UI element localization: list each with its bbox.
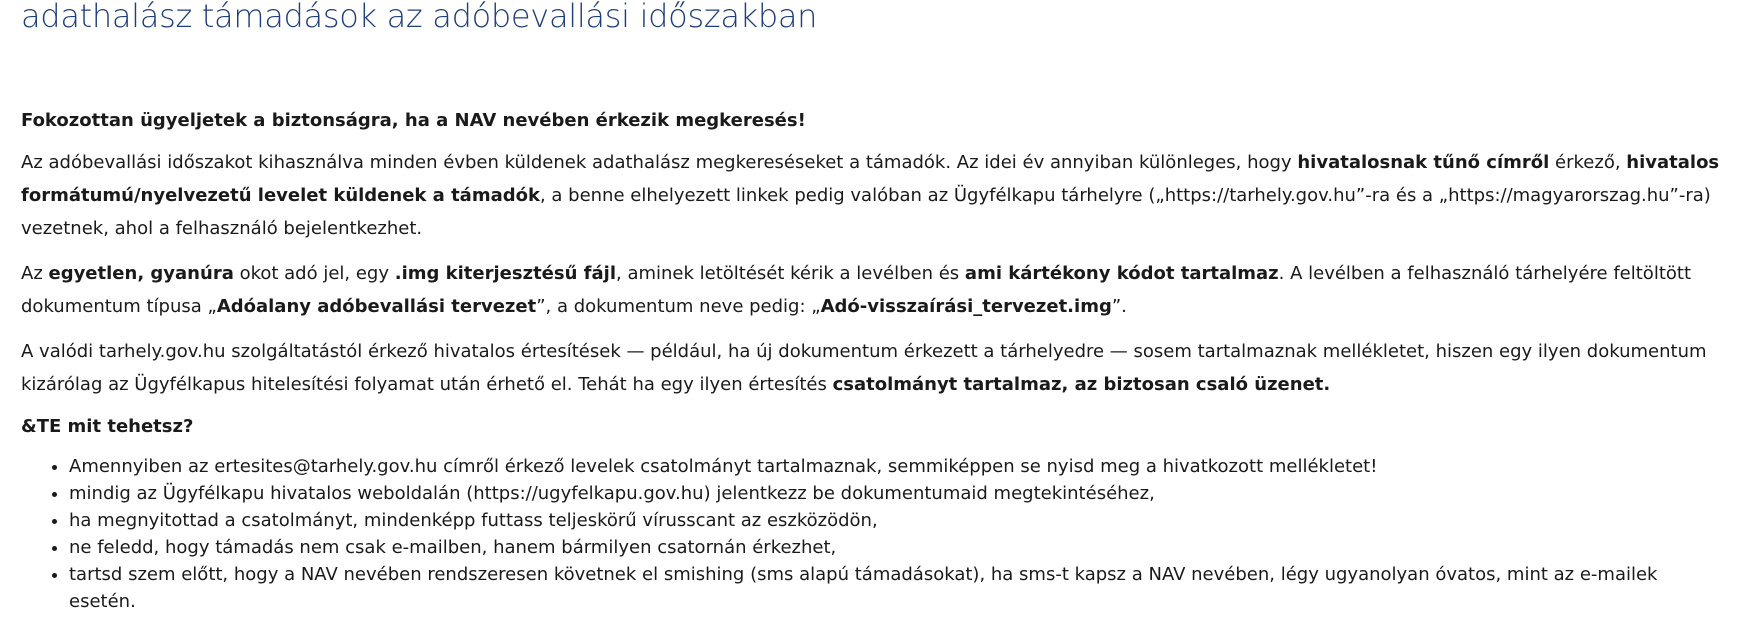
text-run: Az bbox=[21, 263, 49, 284]
list-item: • ne feledd, hogy támadás nem csak e-mailben, hanem bármilyen csatornán érkezhet, bbox=[69, 534, 1721, 561]
list-item: • Amennyiben az ertesites@tarhely.gov.hu címről érkező levelek csatolmányt tartalmaznak, semmiképpen se nyisd meg a hivatkozott mellékletet! bbox=[69, 453, 1721, 480]
text-run: okot adó jel, egy bbox=[233, 263, 395, 284]
paragraph-intro bbox=[21, 146, 1721, 245]
emphasis-only-sign: egyetlen, gyanúra bbox=[48, 263, 234, 284]
text-run: . A levélben a felhasználó tárhelyére feltöltött dokumentum típusa „ bbox=[21, 263, 1692, 317]
lead-paragraph: Fokozottan ügyeljetek a biztonságra, ha a NAV nevében érkezik megkeresés! bbox=[21, 110, 806, 131]
emphasis-document-name: Adó-visszaírási_tervezet.img bbox=[820, 296, 1112, 317]
emphasis-fraud-message: csatolmányt tartalmaz, az biztosan csaló üzenet. bbox=[832, 374, 1331, 395]
section-heading: &TE mit tehetsz? bbox=[21, 416, 194, 437]
text-run: ”, a dokumentum neve pedig: „ bbox=[536, 296, 821, 317]
paragraph-warning-sign bbox=[21, 257, 1721, 323]
list-item: • mindig az Ügyfélkapu hivatalos weboldalán (https://ugyfelkapu.gov.hu) jelentkezz be dokumentumaid megtekintéséhez, bbox=[69, 480, 1721, 507]
emphasis-malicious-code: ami kártékony kódot tartalmaz bbox=[964, 263, 1279, 284]
article-body bbox=[21, 107, 1721, 615]
tips-list bbox=[21, 453, 1721, 615]
list-item: • ha megnyitottad a csatolmányt, mindenképp futtass teljeskörű vírusscant az eszközödön, bbox=[69, 507, 1721, 534]
text-run: , aminek letöltését kérik a levélben és bbox=[616, 263, 965, 284]
emphasis-official-format: hivatalos formátumú/nyelvezetű levelet küldenek a támadók bbox=[21, 152, 1720, 206]
emphasis-official-address: hivatalosnak tűnő címről bbox=[1297, 152, 1550, 173]
emphasis-document-type: Adóalany adóbevallási tervezet bbox=[216, 296, 537, 317]
page-title: adathalász támadások az adóbevallási időszakban bbox=[21, 0, 818, 35]
text-run: A valódi tarhely.gov.hu szolgáltatástól érkező hivatalos értesítések — például, ha új dokumentum érkezett a tárhelyedre — sosem tartalmaznak mellékletet, hiszen egy ilyen dokumentum kizárólag az Ügyfélkapus hitelesítési folyamat után érhető el. Tehát ha egy ilyen értesítés bbox=[21, 341, 1707, 395]
paragraph-real-notifications bbox=[21, 335, 1721, 401]
text-run: Az adóbevallási időszakot kihasználva minden évben küldenek adathalász megkereséseket a támadók. Az idei év annyiban különleges, hogy bbox=[21, 152, 1298, 173]
text-run: érkező, bbox=[1549, 152, 1627, 173]
list-item: • tartsd szem előtt, hogy a NAV nevében rendszeresen követnek el smishing (sms alapú támadásokat), ha sms-t kapsz a NAV nevében, légy ugyanolyan óvatos, mint az e-mailek esetén. bbox=[69, 561, 1721, 615]
text-run: , a benne elhelyezett linkek pedig valóban az Ügyfélkapu tárhelyre („https://tarhely.gov.hu”-ra és a „https://magyarorszag.hu”-ra) vezetnek, ahol a felhasználó bejelentkezhet. bbox=[21, 185, 1711, 239]
text-run: ”. bbox=[1111, 296, 1127, 317]
emphasis-img-file: .img kiterjesztésű fájl bbox=[394, 263, 616, 284]
